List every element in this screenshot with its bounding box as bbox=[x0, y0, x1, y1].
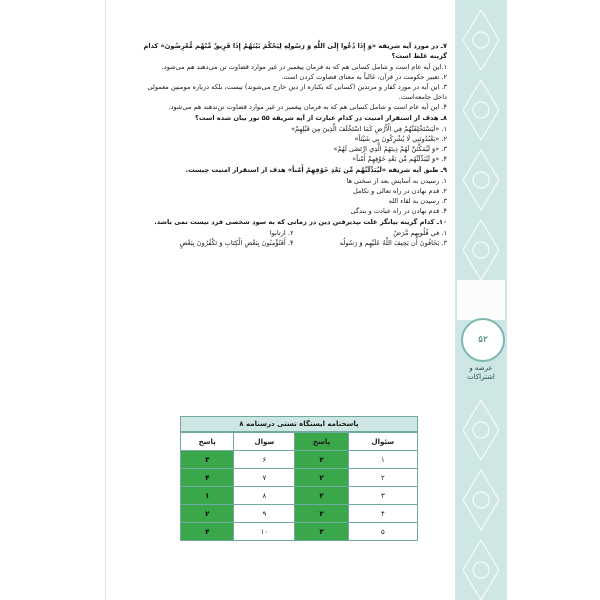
question-title: ۹ـ طبق آیه شریفه «لَيُبَدِّلَنَّهُم مِّن بَعْدِ خَوْفِهِمْ أَمْناً» هدف از استقرار امنیت چیست. bbox=[185, 166, 447, 174]
table-cell: ۲ bbox=[295, 487, 348, 505]
table-cell: ۳ bbox=[295, 523, 348, 541]
table-cell: ۴ bbox=[348, 505, 417, 523]
answer-key bbox=[180, 416, 418, 541]
table-cell: ۸ bbox=[234, 487, 295, 505]
column-header: سوال bbox=[234, 433, 295, 451]
option-row bbox=[140, 238, 447, 248]
questions-block bbox=[140, 40, 447, 248]
column-header: پاسخ bbox=[181, 433, 234, 451]
option: ۱. في قُلُوبِهِم مَّرَضٌ bbox=[393, 229, 447, 237]
option: ۲. «يَعْبُدُونَنِي لَا يُشْرِكُونَ بِي شَيْئاً» bbox=[354, 135, 447, 143]
option: ۳. «وَ لَيُمَكِّنَنَّ لَهُمْ دِينَهُمُ الَّذِي ارْتَضَى لَهُمْ» bbox=[333, 145, 447, 153]
option-row bbox=[140, 228, 447, 238]
table-row bbox=[181, 469, 418, 487]
table-cell: ۳ bbox=[348, 487, 417, 505]
option: ۱.این آیه عام است و شامل کسانی هم که به فرمان پیغمبر در غیر موارد قضاوت تن می‌دهند هم می‌شود. bbox=[161, 63, 447, 71]
table-cell: ۲ bbox=[348, 469, 417, 487]
table-row bbox=[181, 523, 418, 541]
option: ۴. قدم نهادن در راه عبادت و بندگی bbox=[350, 207, 447, 215]
table-cell: ۴ bbox=[181, 523, 234, 541]
question-title: ۷ـ در مورد آیه شریفه «وَ إِذَا دُعُوا إِلَى اللَّهِ وَ رَسُولِهِ لِيَحْكُمَ بَيْنَهُمْ إِذَا فَرِيقٌ مِّنْهُم مُّعْرِضُونَ» كدام گزينه غلط است؟ bbox=[143, 42, 447, 60]
question-title: ۱۰ـ کدام گزینه بیانگر علت نپذیرفتن دین در زمانی که به سود شخصی فرد نیست نمی باشد. bbox=[154, 218, 447, 226]
option: ۴. این آیه عام است و شامل کسانی هم که به فرمان پیغمبر در غیر موارد قضاوت تن‌ندهند هم می‌شود. bbox=[168, 103, 447, 111]
option: ۱. «لَيَسْتَخْلِفَنَّهُمْ فِي الْأَرْضِ كَمَا اسْتَخْلَفَ الَّذِينَ مِن قَبْلِهِمْ» bbox=[291, 125, 447, 133]
option: ۴. «وَ لَيُبَدِّلَنَّهُم مِّن بَعْدِ خَوْفِهِمْ أَمْناً» bbox=[352, 155, 447, 163]
table-cell: ۲ bbox=[295, 505, 348, 523]
page-number-badge bbox=[461, 318, 505, 362]
column-header: سئوال bbox=[348, 433, 417, 451]
table-row bbox=[181, 487, 418, 505]
question-8 bbox=[140, 113, 447, 164]
table-row bbox=[181, 505, 418, 523]
option: ۳. يَخَافُونَ أَن يَحِيفَ اللَّهُ عَلَيْهِم وَ رَسُولُه bbox=[339, 239, 447, 247]
table-cell: ۱۰ bbox=[234, 523, 295, 541]
answer-table bbox=[180, 432, 418, 541]
table-row bbox=[181, 451, 418, 469]
question-7 bbox=[140, 41, 447, 112]
section-label bbox=[456, 364, 506, 382]
section-label-line: عرضه و bbox=[469, 364, 493, 372]
decorative-side-band bbox=[455, 0, 507, 600]
table-cell: ۷ bbox=[234, 469, 295, 487]
table-cell: ۶ bbox=[234, 451, 295, 469]
arabesque-pattern-icon bbox=[455, 0, 507, 600]
option: ۳. رسیدن به لقاء الله bbox=[388, 197, 447, 205]
option: ۱. رسیدن به آسایش بعد از سختی ها bbox=[346, 177, 447, 185]
table-cell: ۴ bbox=[181, 469, 234, 487]
table-header-row bbox=[181, 433, 418, 451]
table-cell: ۲ bbox=[295, 451, 348, 469]
page-number: ۵۲ bbox=[478, 335, 488, 345]
table-cell: ۲ bbox=[295, 469, 348, 487]
table-cell: ۵ bbox=[348, 523, 417, 541]
option: ۲. تعبیر حکومت در قرآن، غالباً به معنای قضاوت کردن است. bbox=[281, 73, 447, 81]
question-9 bbox=[140, 165, 447, 216]
answer-key-title: پاسخنامه ایستگاه تستی درسنامه ۸ bbox=[180, 416, 418, 432]
question-10 bbox=[140, 217, 447, 248]
question-title: ۸ـ هدف از استقرار امنیت در کدام عبارت از آیه شریفه ۵۵ نور بیان شده است؟ bbox=[195, 114, 447, 122]
table-cell: ۹ bbox=[234, 505, 295, 523]
option: ۴. أَفَتُؤْمِنُونَ بِبَعْضِ الْكِتَابِ وَ تَكْفُرُونَ بِبَعْضٍ bbox=[179, 239, 294, 247]
section-label-line: اشتراکات bbox=[467, 373, 495, 381]
option: ۳. این آیه در مورد کفار و مرتدین (کسانی که یکباره از دین خارج می‌شوند) نیست، بلکه درباره مومنین معمولی داخل جامعه‌است. bbox=[147, 83, 447, 101]
table-cell: ۳ bbox=[181, 451, 234, 469]
column-header: پاسخ bbox=[295, 433, 348, 451]
table-cell: ۱ bbox=[348, 451, 417, 469]
option: ۲. ارتابوا bbox=[269, 229, 294, 237]
table-cell: ۱ bbox=[181, 487, 234, 505]
table-cell: ۲ bbox=[181, 505, 234, 523]
option: ۲. قدم نهادن در راه تعالی و تکامل bbox=[353, 187, 447, 195]
